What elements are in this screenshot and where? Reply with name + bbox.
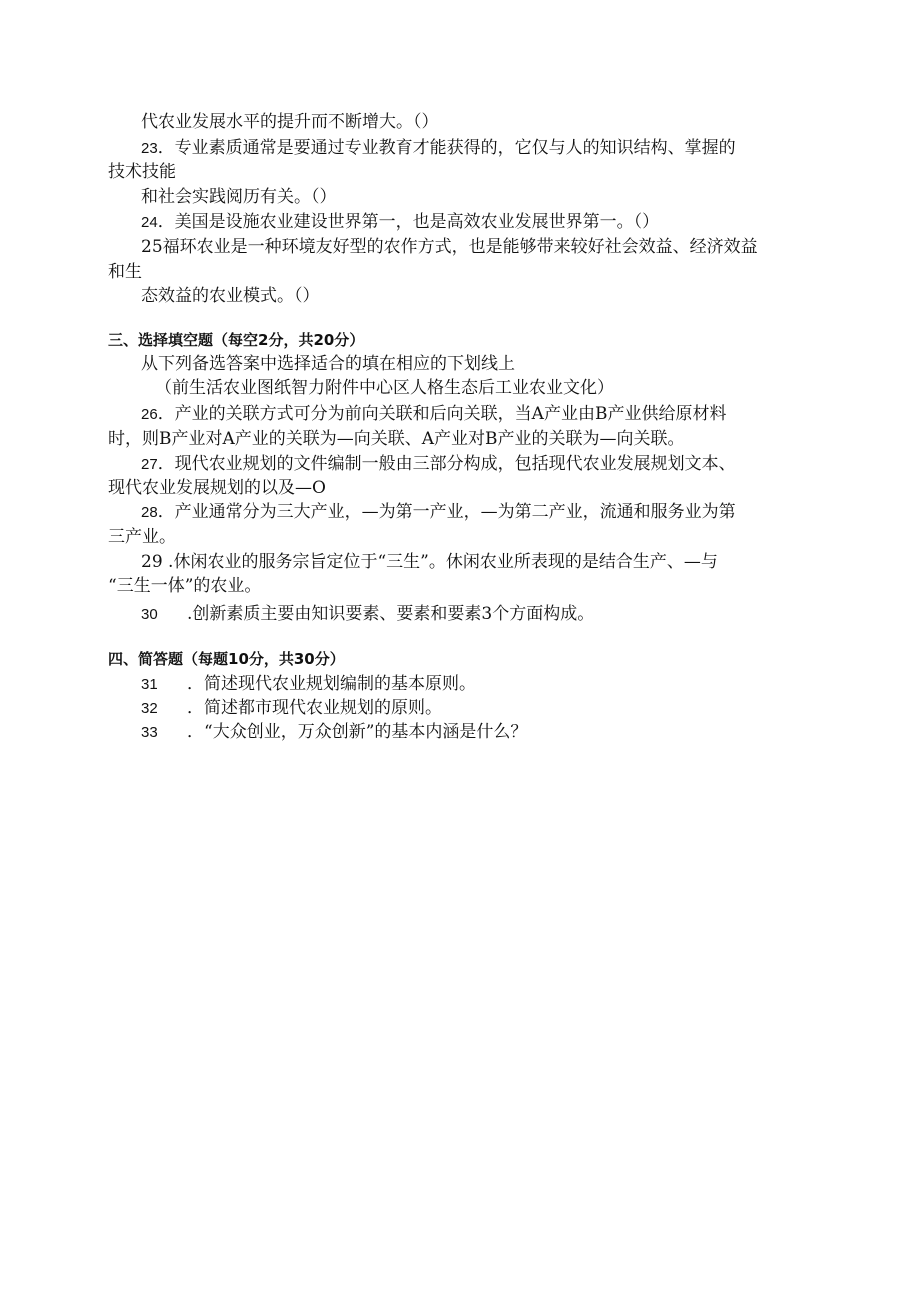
- question-25-line-2: 和生: [108, 262, 142, 282]
- question-text: ．现代农业规划的文件编制一般由三部分构成，包括现代农业发展规划文本、: [157, 454, 736, 474]
- question-number: 32: [141, 700, 158, 717]
- question-23-line-3: 和社会实践阅历有关。（）: [141, 187, 337, 207]
- question-text: ．产业通常分为三大产业，—为第一产业，—为第二产业，流通和服务业为第: [157, 502, 736, 522]
- question-25-line-1: 25福环农业是一种环境友好型的农作方式，也是能够带来较好社会效益、经济效益: [141, 237, 758, 257]
- question-25-line-3: 态效益的农业模式。（）: [141, 286, 320, 306]
- question-33: [141, 721, 527, 743]
- question-number: 27: [141, 456, 158, 473]
- question-number: 28: [141, 504, 158, 521]
- question-number: 23: [141, 140, 158, 157]
- question-text: ．专业素质通常是要通过专业教育才能获得的，它仅与人的知识结构、掌握的: [157, 138, 736, 158]
- question-number: 33: [141, 724, 158, 741]
- section-4-heading: 四、简答题（每题10分，共30分）: [108, 650, 345, 668]
- question-30: [141, 603, 594, 625]
- section-3-instruction: 从下列备选答案中选择适合的填在相应的下划线上: [141, 354, 515, 374]
- question-text: ．“大众创业，万众创新”的基本内涵是什么？: [187, 722, 528, 742]
- section-3-heading: 三、选择填空题（每空2分，共20分）: [108, 331, 365, 349]
- question-number: 26: [141, 406, 158, 423]
- question-23-line-1: [141, 137, 736, 159]
- question-text: ．美国是设施农业建设世界第一，也是高效农业发展世界第一。（）: [157, 212, 660, 232]
- question-28-line-1: [141, 501, 736, 523]
- question-text: ．简述现代农业规划编制的基本原则。: [187, 674, 476, 694]
- question-23-line-2: 技术技能: [108, 162, 176, 182]
- question-text: ．简述都市现代农业规划的原则。: [187, 698, 442, 718]
- q22-continuation: 代农业发展水平的提升而不断增大。（）: [141, 112, 439, 132]
- question-text: .创新素质主要由知识要素、要素和要素3个方面构成。: [187, 604, 595, 624]
- question-number: 24: [141, 214, 158, 231]
- question-27-line-2: 现代农业发展规划的以及—O: [108, 478, 326, 498]
- question-31: [141, 673, 476, 695]
- question-27-line-1: [141, 453, 736, 475]
- question-28-line-2: 三产业。: [108, 527, 176, 547]
- question-29-line-2: “三生一体”的农业。: [108, 576, 262, 596]
- question-26-line-1: [141, 403, 726, 425]
- question-29-line-1: 29 .休闲农业的服务宗旨定位于“三生”。休闲农业所表现的是结合生产、—与: [141, 552, 718, 572]
- question-text: ．产业的关联方式可分为前向关联和后向关联，当A产业由B产业供给原材料: [157, 404, 727, 424]
- question-number: 30: [141, 606, 158, 623]
- answer-options: （前生活农业图纸智力附件中心区人格生态后工业农业文化）: [155, 378, 614, 398]
- question-26-line-2: 时，则B产业对A产业的关联为—向关联、A产业对B产业的关联为—向关联。: [108, 429, 685, 449]
- question-32: [141, 697, 442, 719]
- question-number: 31: [141, 676, 158, 693]
- question-24: [141, 211, 659, 233]
